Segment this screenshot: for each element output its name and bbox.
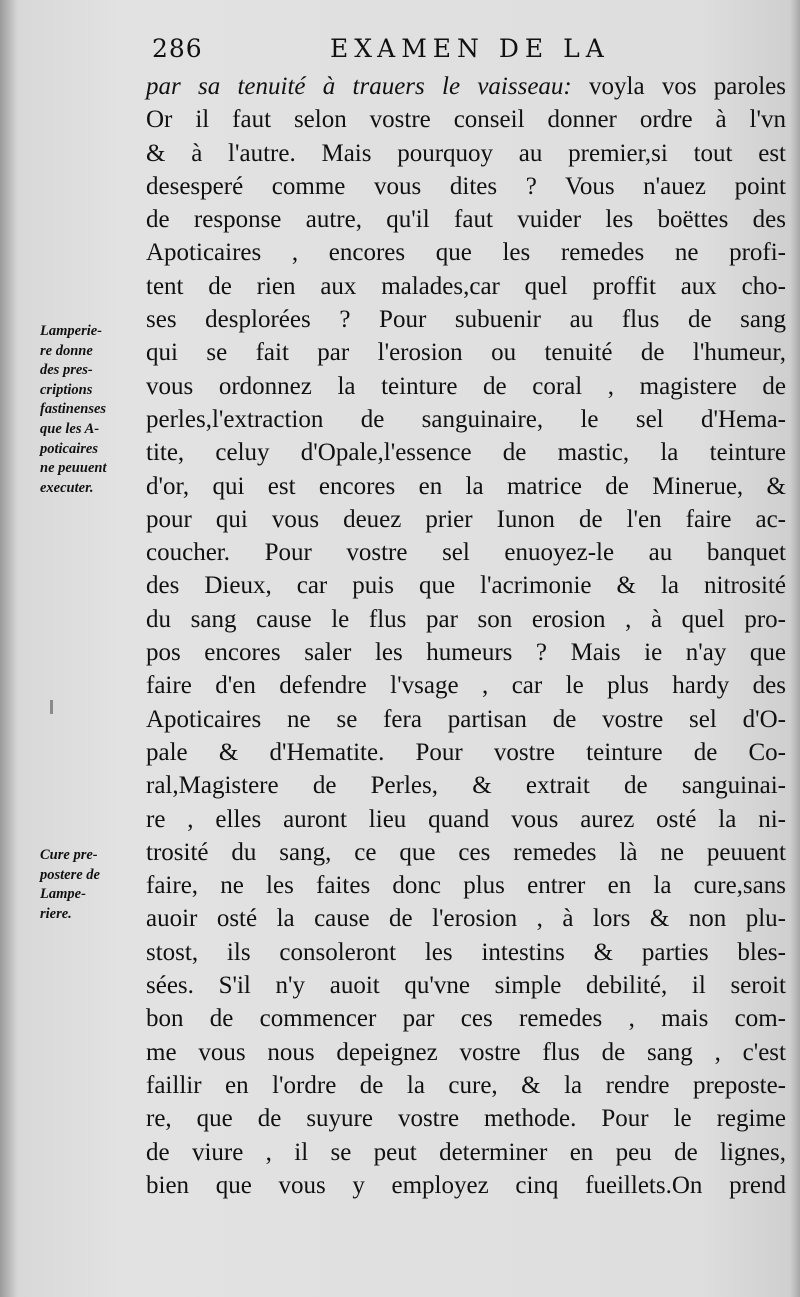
line-text: re , elles auront lieu quand vous aurez osté la ni- — [146, 805, 786, 833]
margin-note-line: Cure pre- — [40, 847, 98, 863]
line-text: de viure , il se peut determiner en peu de lignes, — [146, 1138, 786, 1166]
margin-note-line: executer. — [40, 479, 94, 496]
text-line — [146, 236, 786, 269]
text-line — [146, 370, 786, 403]
text-line — [146, 636, 786, 669]
line-text: desesperé comme vous dites ? Vous n'auez point — [146, 172, 786, 200]
line-text: qui se fait par l'erosion ou tenuité de l'humeur, — [146, 339, 786, 367]
margin-note-line: postere de — [40, 866, 100, 883]
margin-note-line: que les A- — [40, 420, 100, 437]
text-line — [146, 170, 786, 203]
line-text: du sang cause le flus par son erosion , à quel pro- — [146, 605, 786, 633]
body-text — [146, 70, 786, 1202]
line-text: Or il faut selon vostre conseil donner ordre à l'vn — [146, 106, 786, 134]
line-text: faillir en l'ordre de la cure, & la rendre preposte- — [146, 1071, 786, 1099]
line-text: auoir osté la cause de l'erosion , à lors & non plu- — [146, 905, 786, 933]
text-line — [146, 836, 786, 869]
text-line — [146, 1069, 786, 1102]
text-line — [146, 270, 786, 303]
line-text: me vous nous depeignez vostre flus de sang , c'est — [146, 1038, 786, 1066]
line-text: ses desplorées ? Pour subuenir au flus de sang — [146, 306, 786, 334]
text-line — [146, 436, 786, 469]
margin-note-line: poticaires — [40, 440, 98, 457]
line-text: ral,Magistere de Perles, & extrait de sanguinai- — [146, 772, 786, 800]
line-text: sées. S'il n'y auoit qu'vne simple debilité, il seroit — [146, 972, 786, 1000]
line-text: des Dieux, car puis que l'acrimonie & la nitrosité — [146, 572, 786, 600]
text-line — [146, 470, 786, 503]
line-text: re, que de suyure vostre methode. Pour le regime — [146, 1105, 786, 1133]
text-line — [146, 969, 786, 1002]
italic-fragment: par sa tenuité à trauers le vaisseau: — [146, 73, 572, 100]
line-text: de response autre, qu'il faut vuider les boëttes des — [146, 206, 786, 234]
line-text: bon de commencer par ces remedes , mais com- — [146, 1005, 786, 1033]
line-text: pale & d'Hematite. Pour vostre teinture de Co- — [146, 738, 786, 766]
margin-note-line: fastinenses — [40, 401, 107, 418]
line-text: faire, ne les faites donc plus entrer en la cure,sans — [146, 872, 786, 900]
text-line — [146, 70, 786, 103]
margin-note-line: ne peuuent — [40, 460, 107, 477]
margin-note-line: Lampe- — [40, 886, 86, 903]
line-text: pour qui vous deuez prier Iunon de l'en faire ac- — [146, 505, 786, 533]
text-line — [146, 203, 786, 236]
text-line — [146, 303, 786, 336]
text-line — [146, 1002, 786, 1035]
margin-note-line: re donne — [40, 342, 93, 359]
text-line — [146, 1102, 786, 1135]
margin-note-prescriptions — [40, 322, 150, 498]
line-text: trosité du sang, ce que ces remedes là ne peuuent — [146, 838, 786, 866]
text-line — [146, 703, 786, 736]
text-line — [146, 1169, 786, 1202]
line-text: stost, ils consoleront les intestins & parties bles- — [146, 938, 786, 966]
page-header — [150, 28, 780, 68]
margin-note-line: riere. — [40, 905, 72, 922]
line-text: tite, celuy d'Opale,l'essence de mastic, la teinture — [146, 439, 786, 467]
text-line — [146, 137, 786, 170]
line-text: coucher. Pour vostre sel enuoyez-le au banquet — [146, 539, 786, 567]
text-line — [146, 1036, 786, 1069]
text-line — [146, 803, 786, 836]
line-text: Apoticaires ne se fera partisan de vostre sel d'O- — [146, 705, 786, 733]
line-text: vous ordonnez la teinture de coral , magistere de — [146, 372, 786, 400]
text-line — [146, 736, 786, 769]
text-line — [146, 669, 786, 702]
line-text: bien que vous y employez cinq fueillets.On prend — [146, 1171, 786, 1199]
margin-note-line: des pres- — [40, 362, 93, 379]
line-text: perles,l'extraction de sanguinaire, le sel d'Hema- — [146, 405, 786, 433]
text-line — [146, 336, 786, 369]
text-line — [146, 503, 786, 536]
text-line — [146, 769, 786, 802]
text-line — [146, 103, 786, 136]
running-title: EXAMEN DE LA — [330, 34, 610, 63]
page-number: 286 — [152, 34, 203, 63]
margin-note-line: criptions — [40, 381, 93, 398]
text-line — [146, 569, 786, 602]
line-text: pos encores saler les humeurs ? Mais ie n'ay que — [146, 639, 786, 667]
line-text: & à l'autre. Mais pourquoy au premier,si tout est — [146, 139, 786, 167]
line-text: faire d'en defendre l'vsage , car le plus hardy des — [146, 672, 786, 700]
margin-note-line: Lamperie- — [40, 323, 103, 339]
text-line — [146, 869, 786, 902]
text-line — [146, 536, 786, 569]
text-line — [146, 603, 786, 636]
line-text: tent de rien aux malades,car quel proffit aux cho- — [146, 272, 786, 300]
text-line — [146, 403, 786, 436]
line-text: Apoticaires , encores que les remedes ne profi- — [146, 239, 786, 267]
line-text: voyla vos paroles — [571, 73, 786, 100]
ink-speck — [50, 700, 53, 714]
margin-note-cure — [40, 846, 150, 924]
text-line — [146, 902, 786, 935]
line-text: d'or, qui est encores en la matrice de Minerue, & — [146, 472, 786, 500]
text-line — [146, 936, 786, 969]
text-line — [146, 1136, 786, 1169]
